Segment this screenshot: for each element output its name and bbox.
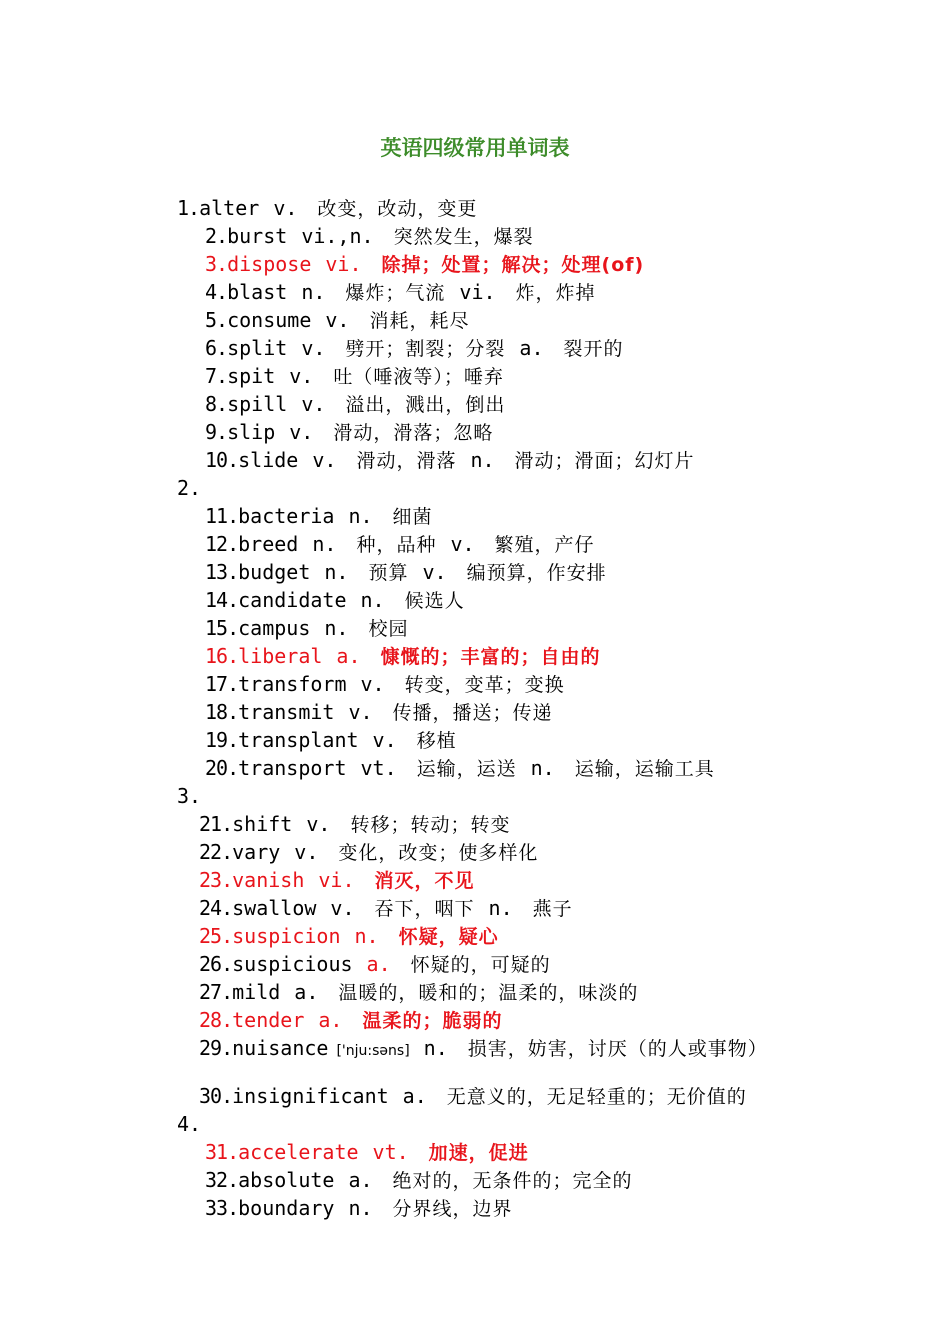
entry-word: swallow — [232, 896, 317, 920]
entry-gloss: 转移；转动；转变 — [350, 814, 511, 836]
entry-gloss: 温暖的，暖和的；温柔的，味淡的 — [338, 982, 639, 1004]
entry-number: 29. — [199, 1036, 233, 1060]
entry-gloss: 变化，改变；使多样化 — [338, 842, 539, 864]
group-number: 3. — [177, 784, 202, 808]
entry-gloss: 分界线，边界 — [392, 1198, 513, 1220]
entry-number: 22. — [199, 840, 233, 864]
entry-gloss: 吐（唾液等）；唾弃 — [333, 366, 504, 388]
entry-word: nuisance — [232, 1036, 329, 1060]
list-item — [199, 1034, 768, 1062]
entry-number: 6. — [205, 336, 228, 360]
list-item — [205, 670, 565, 698]
entry-pos: vi.,n. — [301, 224, 374, 248]
entry-gloss: 细菌 — [392, 506, 433, 528]
entry-word: split — [227, 336, 288, 360]
entry-pos: n. — [301, 280, 326, 304]
entry-word: blast — [227, 280, 288, 304]
entry-word: tender — [232, 1008, 305, 1032]
entry-pos: v. — [301, 336, 326, 360]
entry-word: suspicious — [232, 952, 353, 976]
entry-gloss: 突然发生，爆裂 — [393, 226, 534, 248]
list-item — [199, 978, 638, 1006]
list-item — [205, 278, 596, 306]
entry-word: shift — [232, 812, 293, 836]
entry-gloss-secondary: 裂开的 — [563, 338, 624, 360]
list-item — [199, 838, 538, 866]
entry-number: 12. — [205, 532, 239, 556]
entry-pos: n. — [324, 560, 349, 584]
entry-number: 17. — [205, 672, 239, 696]
entry-gloss: 无意义的，无足轻重的；无价值的 — [446, 1086, 747, 1108]
entry-pos: a. — [366, 952, 391, 976]
entry-number: 2. — [205, 224, 228, 248]
entry-pos: vt. — [372, 1140, 409, 1164]
entry-gloss: 损害，妨害，讨厌（的人或事物） — [467, 1038, 768, 1060]
list-item — [205, 446, 695, 474]
entry-gloss: 温柔的；脆弱的 — [362, 1010, 503, 1032]
entry-pos-secondary: n. — [470, 448, 495, 472]
page-title: 英语四级常用单词表 — [380, 136, 570, 160]
entry-pos: v. — [312, 448, 337, 472]
entry-pos: n. — [312, 532, 337, 556]
entry-word: liberal — [238, 644, 323, 668]
list-item — [205, 1194, 513, 1222]
entry-pos-secondary: vi. — [459, 280, 496, 304]
list-item — [177, 194, 477, 222]
entry-word: spit — [227, 364, 276, 388]
entry-pos: v. — [360, 672, 385, 696]
entry-number: 1. — [177, 196, 200, 220]
entry-number: 20. — [205, 756, 239, 780]
entry-word: suspicion — [232, 924, 341, 948]
list-item — [205, 250, 644, 278]
entry-pos: v. — [289, 420, 314, 444]
entry-pos: a. — [348, 1168, 373, 1192]
entry-pos: n. — [354, 924, 379, 948]
entry-gloss-secondary: 编预算，作安排 — [466, 562, 607, 584]
list-item — [199, 866, 475, 894]
entry-gloss: 除掉；处置；解决；处理(of) — [381, 254, 645, 276]
entry-gloss-secondary: 炸，炸掉 — [515, 282, 596, 304]
entry-pos: n. — [348, 1196, 373, 1220]
list-item — [199, 1082, 747, 1110]
entry-number: 31. — [205, 1140, 239, 1164]
entry-pos: vt. — [360, 756, 397, 780]
entry-number: 21. — [199, 812, 233, 836]
list-item — [205, 586, 465, 614]
entry-word: transport — [238, 756, 347, 780]
entry-pos: v. — [289, 364, 314, 388]
entry-number: 30. — [199, 1084, 233, 1108]
entry-pos: a. — [402, 1084, 427, 1108]
entry-word: boundary — [238, 1196, 335, 1220]
entry-word: campus — [238, 616, 311, 640]
entry-pos-secondary: v. — [422, 560, 447, 584]
entry-number: 28. — [199, 1008, 233, 1032]
entry-pos: vi. — [318, 868, 355, 892]
entry-gloss: 种，品种 — [356, 534, 437, 556]
entry-word: spill — [227, 392, 288, 416]
entry-pos: v. — [294, 840, 319, 864]
list-item — [199, 922, 499, 950]
entry-number: 4. — [205, 280, 228, 304]
entry-pos: a. — [318, 1008, 343, 1032]
entry-gloss: 移植 — [416, 730, 457, 752]
entry-pos-secondary: v. — [450, 532, 475, 556]
entry-pos-secondary: n. — [530, 756, 555, 780]
entry-word: accelerate — [238, 1140, 359, 1164]
list-item — [205, 222, 534, 250]
entry-pos: vi. — [325, 252, 362, 276]
entry-pos: a. — [336, 644, 361, 668]
entry-gloss-secondary: 滑动；滑面；幻灯片 — [514, 450, 695, 472]
entry-pos: n. — [348, 504, 373, 528]
entry-pos: n. — [360, 588, 385, 612]
entry-pos: n. — [423, 1036, 448, 1060]
entry-number: 14. — [205, 588, 239, 612]
list-item — [199, 894, 573, 922]
entry-gloss: 消灭，不见 — [374, 870, 475, 892]
entry-number: 26. — [199, 952, 233, 976]
entry-gloss: 候选人 — [404, 590, 465, 612]
list-item — [205, 390, 505, 418]
entry-word: vary — [232, 840, 281, 864]
entry-gloss: 转变，变革；变换 — [404, 674, 565, 696]
entry-gloss: 劈开；割裂；分裂 — [345, 338, 506, 360]
entry-gloss: 加速，促进 — [428, 1142, 529, 1164]
list-item — [205, 726, 457, 754]
entry-gloss: 校园 — [368, 618, 409, 640]
entry-word: consume — [227, 308, 312, 332]
entry-number: 23. — [199, 868, 233, 892]
entry-word: mild — [232, 980, 281, 1004]
entry-number: 25. — [199, 924, 233, 948]
entry-gloss: 溢出，溅出，倒出 — [345, 394, 506, 416]
entry-word: transmit — [238, 700, 335, 724]
entry-gloss: 怀疑，疑心 — [398, 926, 499, 948]
entry-pos: v. — [273, 196, 298, 220]
entry-pos: v. — [372, 728, 397, 752]
entry-gloss: 运输，运送 — [416, 758, 517, 780]
entry-pos-secondary: a. — [519, 336, 544, 360]
entry-gloss: 慷慨的；丰富的；自由的 — [380, 646, 601, 668]
entry-word: absolute — [238, 1168, 335, 1192]
entry-number: 13. — [205, 560, 239, 584]
list-item — [205, 1166, 633, 1194]
entry-gloss: 预算 — [368, 562, 409, 584]
list-item — [205, 642, 601, 670]
entry-word: bacteria — [238, 504, 335, 528]
list-item — [205, 754, 715, 782]
entry-number: 33. — [205, 1196, 239, 1220]
entry-gloss-secondary: 燕子 — [532, 898, 573, 920]
entry-gloss: 爆炸；气流 — [345, 282, 446, 304]
list-item — [205, 698, 553, 726]
entry-word: candidate — [238, 588, 347, 612]
entry-pos: a. — [294, 980, 319, 1004]
list-item — [205, 306, 470, 334]
entry-number: 8. — [205, 392, 228, 416]
list-item — [205, 362, 504, 390]
list-item — [205, 418, 493, 446]
entry-gloss: 改变，改动，变更 — [317, 198, 478, 220]
group-number: 4. — [177, 1112, 202, 1136]
entry-gloss: 怀疑的，可疑的 — [410, 954, 551, 976]
entry-word: slide — [238, 448, 299, 472]
entry-pos: v. — [301, 392, 326, 416]
entry-number: 27. — [199, 980, 233, 1004]
entry-word: burst — [227, 224, 288, 248]
entry-number: 32. — [205, 1168, 239, 1192]
list-item — [199, 1006, 502, 1034]
entry-number: 18. — [205, 700, 239, 724]
entry-word: breed — [238, 532, 299, 556]
group-number: 2. — [177, 476, 202, 500]
entry-word: slip — [227, 420, 276, 444]
entry-number: 9. — [205, 420, 228, 444]
list-item — [205, 614, 408, 642]
list-item — [199, 810, 510, 838]
entry-pos: v. — [330, 896, 355, 920]
entry-pos: v. — [306, 812, 331, 836]
entry-gloss: 吞下，咽下 — [374, 898, 475, 920]
entry-pos: v. — [348, 700, 373, 724]
entry-number: 3. — [205, 252, 228, 276]
entry-number: 5. — [205, 308, 228, 332]
list-item — [205, 334, 624, 362]
entry-gloss: 消耗，耗尽 — [369, 310, 470, 332]
entry-word: transform — [238, 672, 347, 696]
entry-word: vanish — [232, 868, 305, 892]
list-item — [199, 950, 551, 978]
entry-number: 10. — [205, 448, 239, 472]
entry-word: insignificant — [232, 1084, 389, 1108]
entry-pos: n. — [324, 616, 349, 640]
entry-number: 11. — [205, 504, 239, 528]
entry-pos: v. — [325, 308, 350, 332]
entry-gloss: 传播，播送；传递 — [392, 702, 553, 724]
entry-number: 7. — [205, 364, 228, 388]
entry-word: transplant — [238, 728, 359, 752]
entry-gloss-secondary: 繁殖，产仔 — [494, 534, 595, 556]
list-item — [205, 530, 595, 558]
entry-pos-secondary: n. — [488, 896, 513, 920]
entry-word: dispose — [227, 252, 312, 276]
entry-number: 15. — [205, 616, 239, 640]
entry-gloss-secondary: 运输，运输工具 — [574, 758, 715, 780]
entry-word: alter — [199, 196, 260, 220]
entry-word: budget — [238, 560, 311, 584]
list-item — [205, 1138, 529, 1166]
entry-gloss: 滑动，滑落；忽略 — [333, 422, 494, 444]
entry-number: 19. — [205, 728, 239, 752]
entry-number: 24. — [199, 896, 233, 920]
entry-phonetic: ['nju:səns] — [336, 1043, 410, 1059]
entry-gloss: 绝对的，无条件的；完全的 — [392, 1170, 633, 1192]
entry-number: 16. — [205, 644, 239, 668]
entry-gloss: 滑动，滑落 — [356, 450, 457, 472]
list-item — [205, 502, 433, 530]
list-item — [205, 558, 607, 586]
